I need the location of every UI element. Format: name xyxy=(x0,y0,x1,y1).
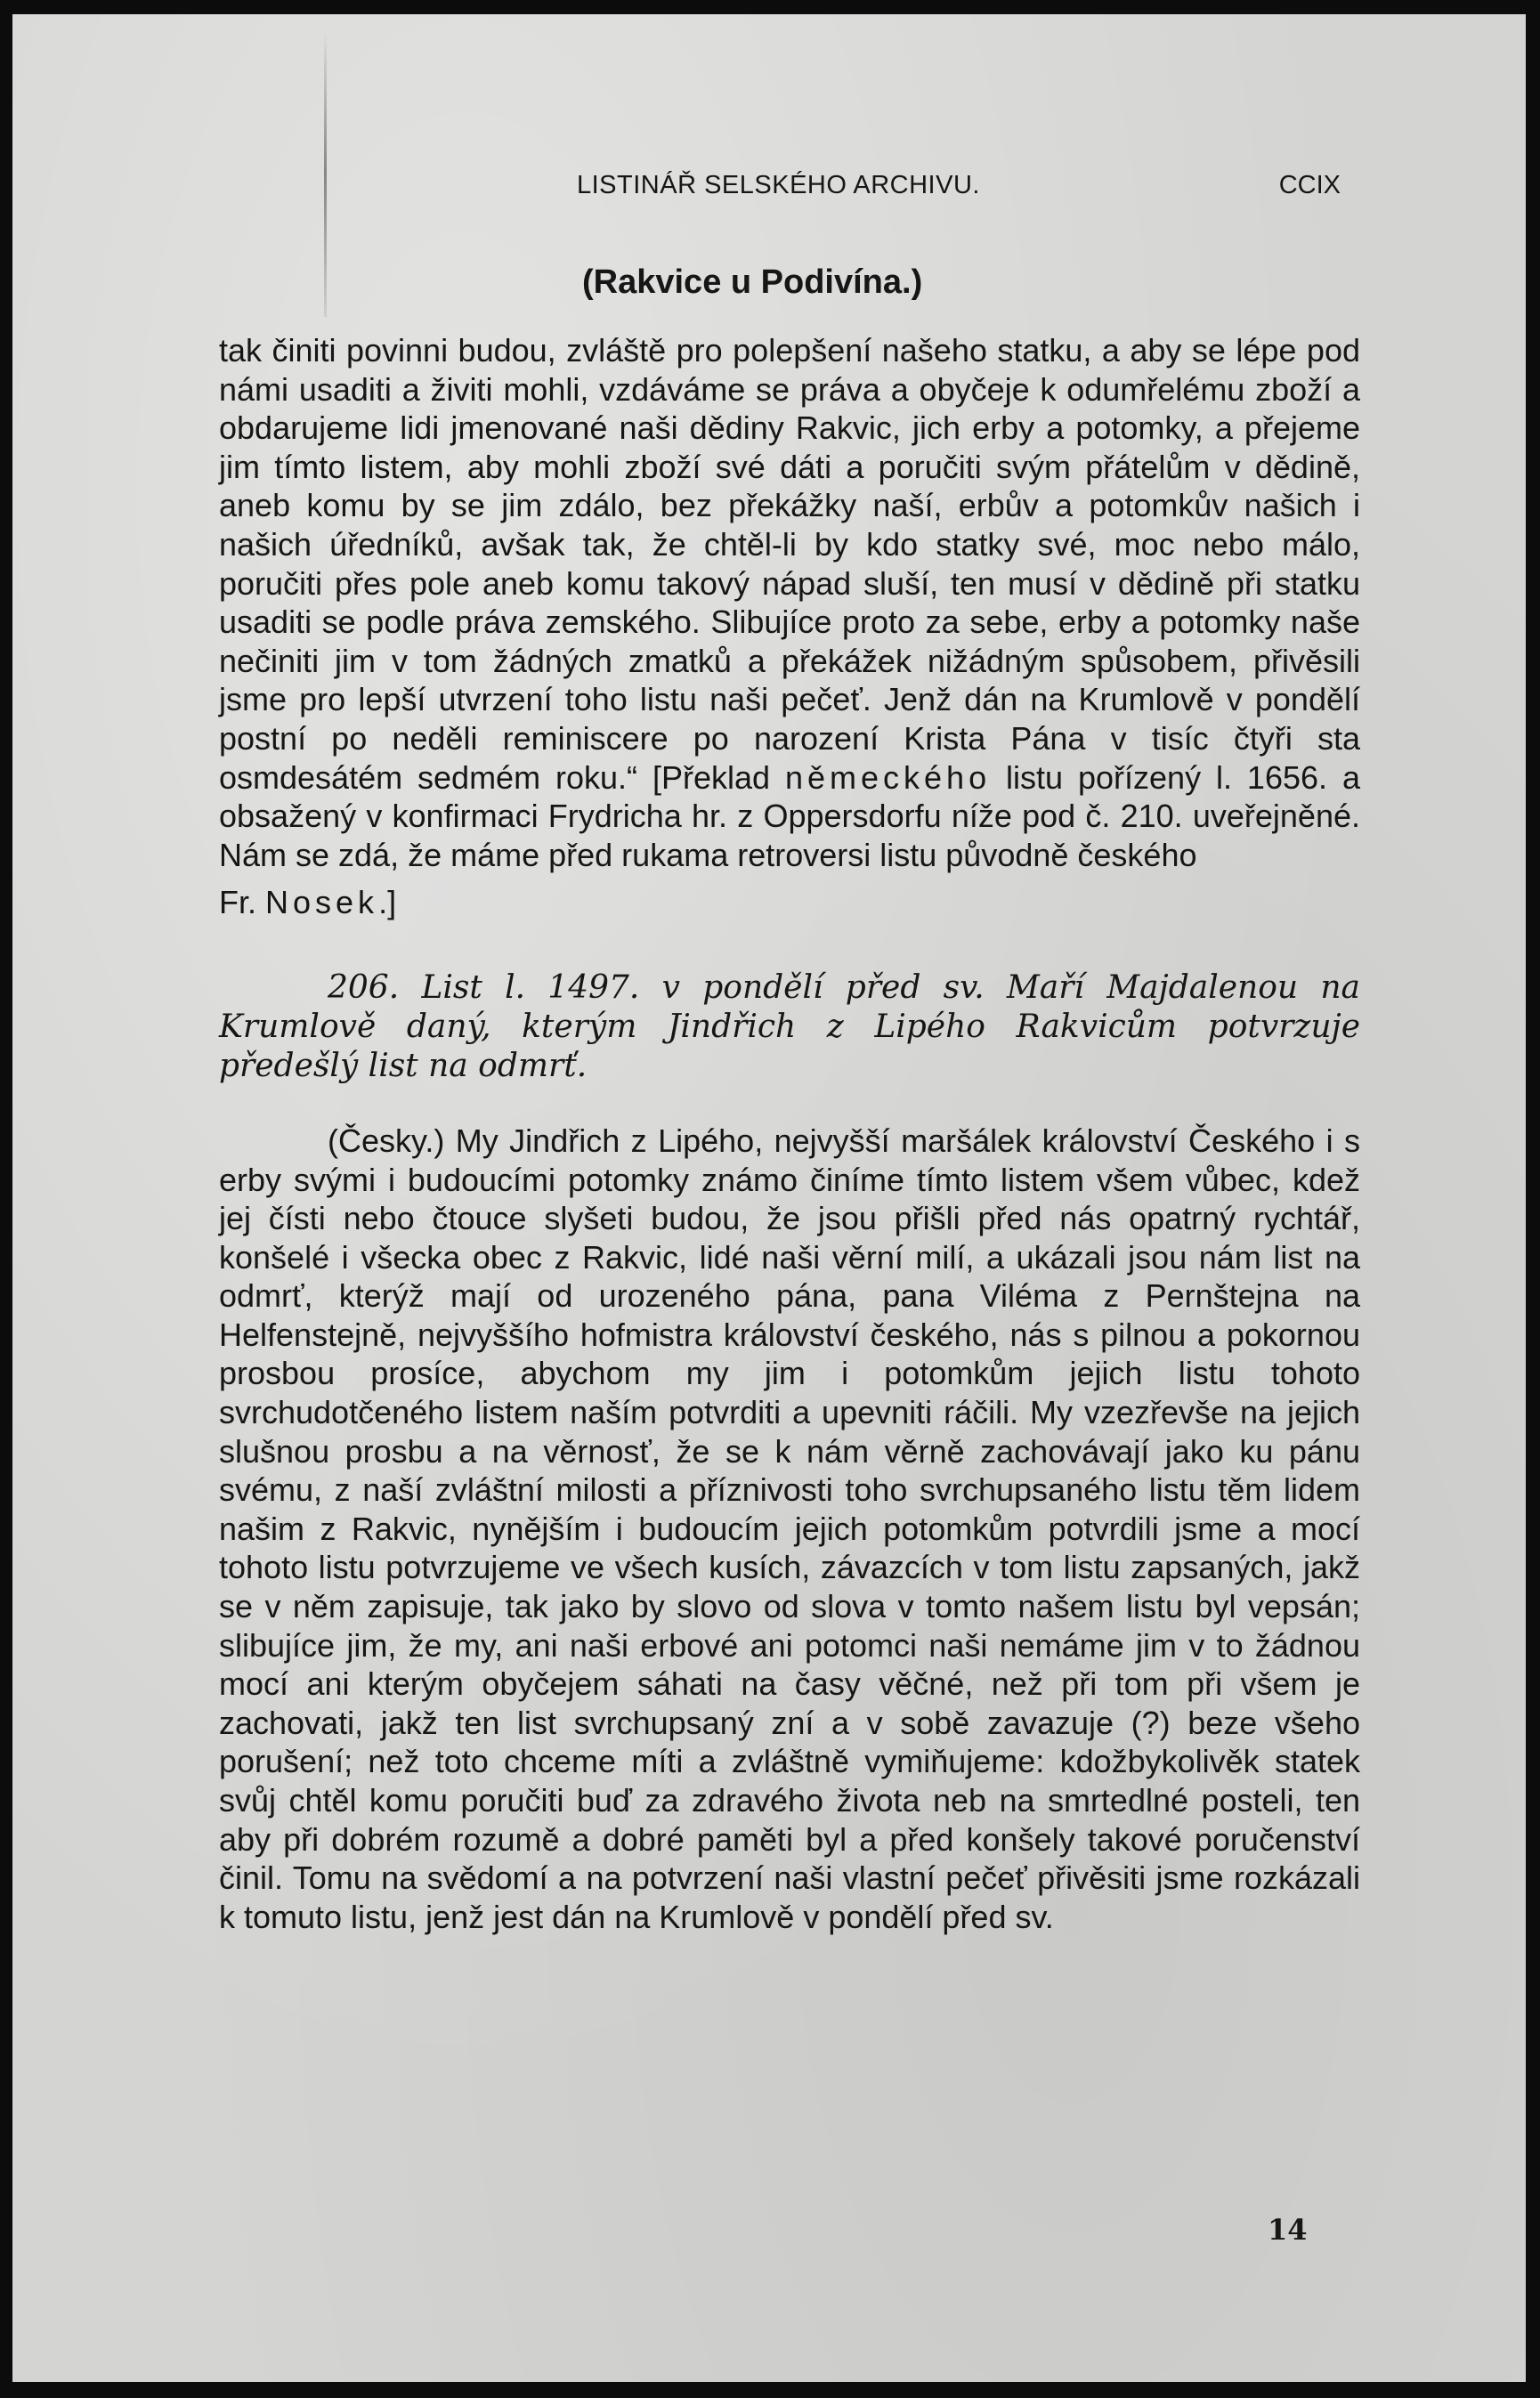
spaced-word: německého xyxy=(784,758,992,796)
document-page xyxy=(12,14,1526,2382)
entry-number: 206. xyxy=(328,968,400,1006)
signature xyxy=(219,883,1360,922)
page-fold-mark xyxy=(324,32,327,317)
signature-prefix: Fr. xyxy=(219,884,256,921)
continued-paragraph xyxy=(219,331,1360,874)
entry-text: (Česky.) My Jindřich z Lipého, nejvyšší maršálek království Českého i s erby svými i budoucími potomky známo činíme tímto listem všem vůbec, kdež jej čísti nebo čtouce slyšeti budou, že jsou přišli před nás opatrný rychtář, konšelé i všecka obec z Rakvic, lidé naši věrní milí, a ukázali jsou nám list na odmrť, kterýž mají od urozeného pána, pana Viléma z Pernštejna na Helfenstejně, nejvyššího hofmistra království českého, nás s pilnou a pokornou prosbou prosíce, abychom my jim i potomkům jejich listu tohoto svrchudotčeného listem naším potvrditi a upevniti ráčili. My vzezřevše na jejich slušnou prosbu a na věrnosť, že se k nám věrně zachovávají jako ku pánu svému, z naší zvláštní milosti a příznivosti toho svrchupsaného listu těm lidem našim z Rakvic, nynějším i budoucím jejich potomkům potvrdili jsme a mocí tohoto listu potvrzujeme ve všech kusích, závazcích v tom listu zapsaných, jakž se v něm zapisuje, tak jako by slovo od slova v tomto našem listu byl vepsán; slibujíce jim, že my, ani naši erbové ani potomci naši nemáme jim v to žádnou mocí ani kterým obyčejem sáhati na časy věčné, než při tom při všem je zachovati, jakž ten list svrchupsaný zní a v sobě zavazuje (?) beze všeho porušení; než toto chceme míti a zvláštně vymiňujeme: kdožbykolivěk statek svůj chtěl komu poručiti buď za zdravého života neb na smrtedlné posteli, ten aby při dobrém rozumě a dobré paměti byl a před konšely takové poručenství činil. Tomu na svědomí a na potvrzení naši vlastní pečeť přivěsiti jsme rozkázali k tomuto listu, jenž jest dán na Krumlově v pondělí před sv. xyxy=(219,1122,1360,1935)
page-number: CCIX xyxy=(1278,171,1341,199)
entry-heading-text: List l. 1497. v pondělí před sv. Maří Majdalenou na Krumlově daný, kterým Jindřich z Lipého Rakvicům potvrzuje předešlý list na odmrť. xyxy=(219,968,1360,1084)
running-title: LISTINÁŘ SELSKÉHO ARCHIVU. xyxy=(577,171,980,199)
sheet-number: 14 xyxy=(1268,2213,1308,2247)
signature-name: Nosek xyxy=(265,884,379,921)
continued-text: tak činiti povinni budou, zvláště pro polepšení našeho statku, a aby se lépe pod námi usaditi a živiti mohli, vzdáváme se práva a obyčeje k odumřelému zboží a obdarujeme lidi jmenované naši dědiny Rakvic, jich erby a potomky, a přejeme jim tímto listem, aby mohli zboží své dáti a poručiti svým přátelům v dědině, aneb komu by se jim zdálo, bez překážky naší, erbův a potomkův našich i našich úředníků, avšak tak, že chtěl-li by kdo statky své, moc nebo málo, poručiti přes pole aneb komu takový nápad sluší, ten musí v dědině při statku usaditi se podle práva zemského. Slibujíce proto za sebe, erby a potomky naše nečiniti jim v tom žádných zmatků a překážek nižádným spůsobem, přivěsili jsme pro lepší utvrzení toho listu naši pečeť. Jenž dán na Krumlově v pondělí postní po neděli reminiscere po narození Krista Pána v tisíc čtyři sta osmdesátém sedmém roku.“ [Překlad xyxy=(219,332,1360,796)
continued-text-2: listu pořízený l. 1656. a obsažený v konfirmaci Frydricha hr. z Oppersdorfu níže pod č. 210. uveřejněné. Nám se zdá, že máme před rukama retroversi listu původně českého xyxy=(219,758,1360,873)
place-subtitle: (Rakvice u Podivína.) xyxy=(582,263,923,301)
entry-heading xyxy=(219,968,1360,1086)
signature-suffix: .] xyxy=(378,884,397,921)
body-text xyxy=(219,331,1360,1936)
